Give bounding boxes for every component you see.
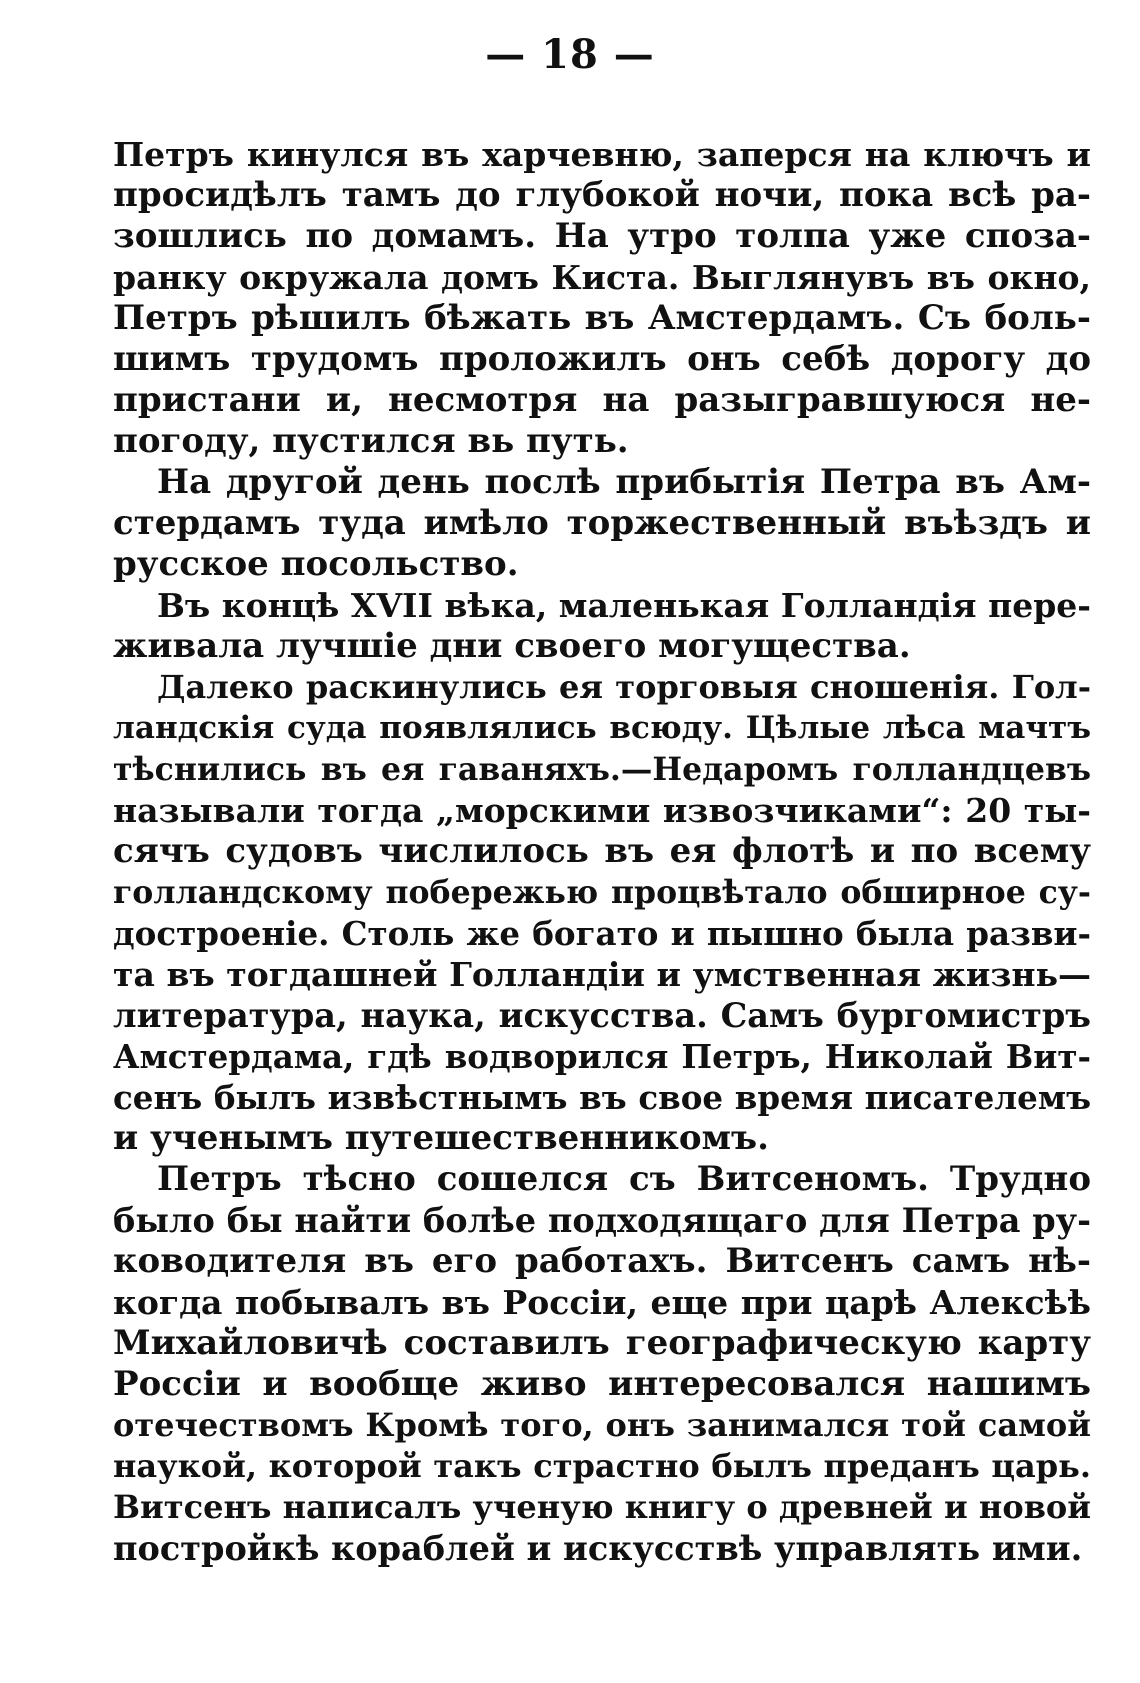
text-line: сенъ былъ извѣстнымъ въ свое время писателемъ <box>113 1078 1091 1117</box>
text-line: Въ концѣ XVII вѣка, маленькая Голландія пере- <box>157 586 1091 625</box>
text-line: просидѣлъ тамъ до глубокой ночи, пока всѣ ра- <box>113 175 1091 215</box>
text-line: та въ тогдашней Голландіи и умственная жизнь— <box>113 955 1091 994</box>
text-line: Россіи и вообще живо интересовался нашимъ <box>113 1364 1091 1404</box>
text-line: ландскія суда появлялись всюду. Цѣлые лѣса мачтъ <box>113 710 1091 746</box>
text-line: было бы найти болѣе подходящаго для Петра ру- <box>113 1201 1091 1240</box>
text-line: ководителя въ его работахъ. Витсенъ самъ нѣ- <box>113 1241 1091 1281</box>
text-line: пристани и, несмотря на разыгравшуюся не- <box>113 380 1091 420</box>
text-line: когда побывалъ въ Россіи, еще при царѣ Алексѣѣ <box>113 1283 1091 1322</box>
text-line: живала лучшіе дни своего могущества. <box>113 626 911 666</box>
text-line: и ученымъ путешественникомъ. <box>113 1118 769 1158</box>
text-line: тѣснились въ ея гаваняхъ.—Недаромъ голландцевъ <box>113 751 1091 788</box>
text-line: ранку окружала домъ Киста. Выглянувъ въ окно, <box>113 258 1091 297</box>
page-number: — 18 — <box>485 31 655 78</box>
text-line: голландскому побережью процвѣтало обширное су- <box>113 874 1091 911</box>
text-line: Петръ кинулся въ харчевню, заперся на ключъ и <box>113 135 1091 174</box>
text-line: постройкѣ кораблей и искусствѣ управлять ими. <box>113 1529 1083 1568</box>
text-line: литература, наука, искусства. Самъ бургомистръ <box>113 996 1091 1035</box>
text-line: На другой день послѣ прибытія Петра въ Ам- <box>157 462 1091 502</box>
text-line: погоду, пустился вь путь. <box>113 421 629 461</box>
text-line: зошлись по домамъ. На утро толпа уже споза- <box>113 216 1091 256</box>
text-line: Петръ рѣшилъ бѣжать въ Амстердамъ. Съ боль- <box>113 298 1091 338</box>
text-line: называли тогда „морскими извозчиками“: 20 ты- <box>113 791 1091 830</box>
text-line: русское посольство. <box>113 544 519 584</box>
text-line: Витсенъ написалъ ученую книгу о древней и новой <box>113 1488 1091 1526</box>
text-line: Михайловичѣ составилъ географическую карту <box>113 1323 1091 1363</box>
text-line: наукой, которой такъ страстно былъ преданъ царь. <box>113 1447 1091 1485</box>
text-line: сячъ судовъ числилось въ ея флотѣ и по всему <box>113 831 1091 871</box>
text-line: отечествомъ Кромѣ того, онъ занимался той самой <box>113 1406 1091 1444</box>
text-line: стердамъ туда имѣло торжественный въѣздъ и <box>113 503 1091 543</box>
body-text <box>113 134 1091 1569</box>
text-line: Далеко раскинулись ея торговыя сношенія. Гол- <box>157 668 1091 706</box>
text-line: шимъ трудомъ проложилъ онъ себѣ дорогу до <box>113 339 1091 379</box>
text-line: Петръ тѣсно сошелся съ Витсеномъ. Трудно <box>157 1159 1091 1199</box>
text-line: достроеніе. Столь же богато и пышно была разви- <box>113 914 1091 953</box>
text-line: Амстердама, гдѣ водворился Петръ, Николай Вит- <box>113 1037 1091 1076</box>
